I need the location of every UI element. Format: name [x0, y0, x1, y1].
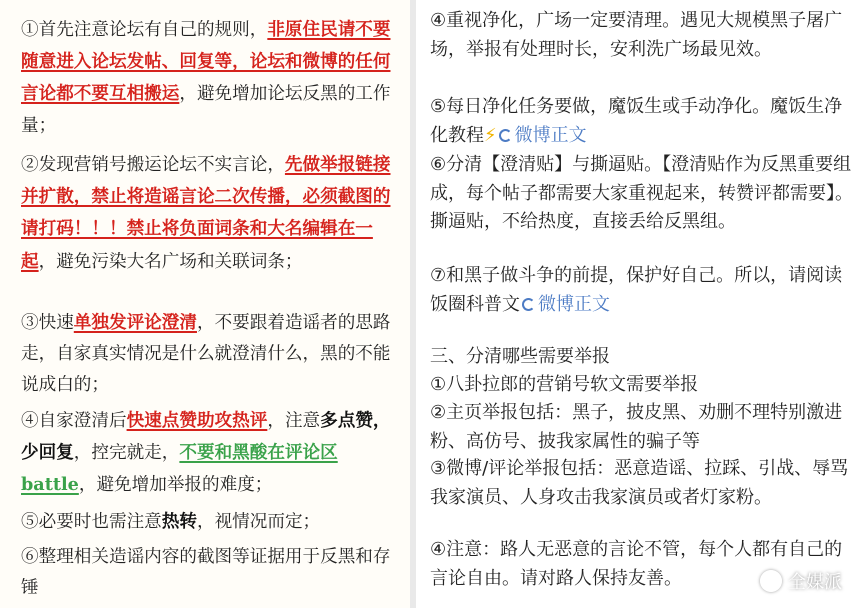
text-segment: 单独发评论澄清 [73, 312, 197, 333]
lightning-icon: ⚡ [484, 124, 497, 146]
tip-6: ⑥分清【澄清贴】与撕逼贴。【澄清贴作为反黑重要组成，每个帖子都需要大家重视起来，转赞评都需要】。撕逼贴，不给热度，直接丢给反黑组。 [430, 154, 853, 233]
rule-4 [21, 405, 397, 502]
tip-7: ⑦和黑子做斗争的前提，保护好自己。所以，请阅读饭圈科普文 微博正文 [430, 265, 843, 315]
wechat-icon [760, 570, 782, 592]
right-article-panel [416, 0, 858, 608]
report-2: ②主页举报包括：黑子，披皮黑、劝删不理特别激进粉、高仿号、披我家属性的骗子等 [430, 402, 843, 452]
text-segment: ，避免增加论坛反黑的工作量； [21, 84, 391, 136]
text-segment: 不要和黑酸在评论区battle [21, 442, 338, 496]
tip-5: ⑤每日净化任务要做，魔饭生或手动净化。魔饭生净化教程⚡ 微博正文 [430, 96, 843, 146]
rule-5 [21, 506, 397, 538]
text-segment: ，视情况而定； [196, 512, 321, 532]
watermark: 全媒派 [760, 568, 842, 594]
link-icon [522, 298, 535, 311]
text-segment: ①首先注意论坛有自己的规则， [21, 20, 268, 40]
text-segment: ③快速 [21, 313, 74, 333]
rule-1 [21, 14, 397, 142]
left-article-panel [0, 0, 410, 608]
rule-2 [21, 149, 397, 278]
text-segment: ②发现营销号搬运论坛不实言论， [21, 155, 285, 175]
text-segment: 多点赞，少回复 [21, 410, 391, 464]
text-segment: ④自家澄清后 [21, 411, 127, 431]
weibo-link-1[interactable]: 微博正文 [497, 125, 587, 146]
text-segment: ⑤必要时也需注意 [21, 512, 162, 532]
rule-6 [21, 542, 397, 604]
tip-4: ④重视净化，广场一定要清理。遇见大规模黑子屠广场，举报有处理时长，安利洗广场最见效。 [430, 10, 843, 60]
rule-3 [21, 307, 397, 402]
text-segment: 热转 [161, 511, 197, 532]
text-segment: ，注意 [267, 411, 321, 431]
text-segment: ，避免增加举报的难度； [78, 475, 273, 496]
weibo-link-2[interactable]: 微博正文 [520, 294, 610, 315]
report-3: ③微博/评论举报包括：恶意造谣、拉踩、引战、辱骂我家演员、人身攻击我家演员或者灯家粉。 [430, 458, 849, 508]
text-segment: ，避免污染大名广场和关联词条； [38, 251, 303, 272]
link-icon [499, 129, 512, 142]
text-segment: ，不要跟着造谣者的思路走，自家真实情况是什么就澄清什么，黑的不能说成白的； [21, 313, 391, 396]
text-segment: ⑥整理相关造谣内容的截图等证据用于反黑和存锤 [21, 547, 391, 599]
text-segment: ，控完就走， [73, 443, 180, 464]
text-segment: 快速点赞助攻热评 [126, 410, 268, 431]
text-segment: 先做举报链接并扩散，禁止将造谣言论二次传播，必须截图的请打码！！！禁止将负面词条和大名编辑在一起 [21, 154, 391, 272]
report-1: ①八卦拉郎的营销号软文需要举报 [430, 374, 699, 395]
report-4: ④注意：路人无恶意的言论不管，每个人都有自己的言论自由。请对路人保持友善。 [430, 539, 843, 589]
text-segment: 非原住民请不要随意进入论坛发帖、回复等，论坛和微博的任何言论都不要互相搬运 [21, 19, 391, 105]
section-heading: 三、分清哪些需要举报 [430, 346, 610, 367]
